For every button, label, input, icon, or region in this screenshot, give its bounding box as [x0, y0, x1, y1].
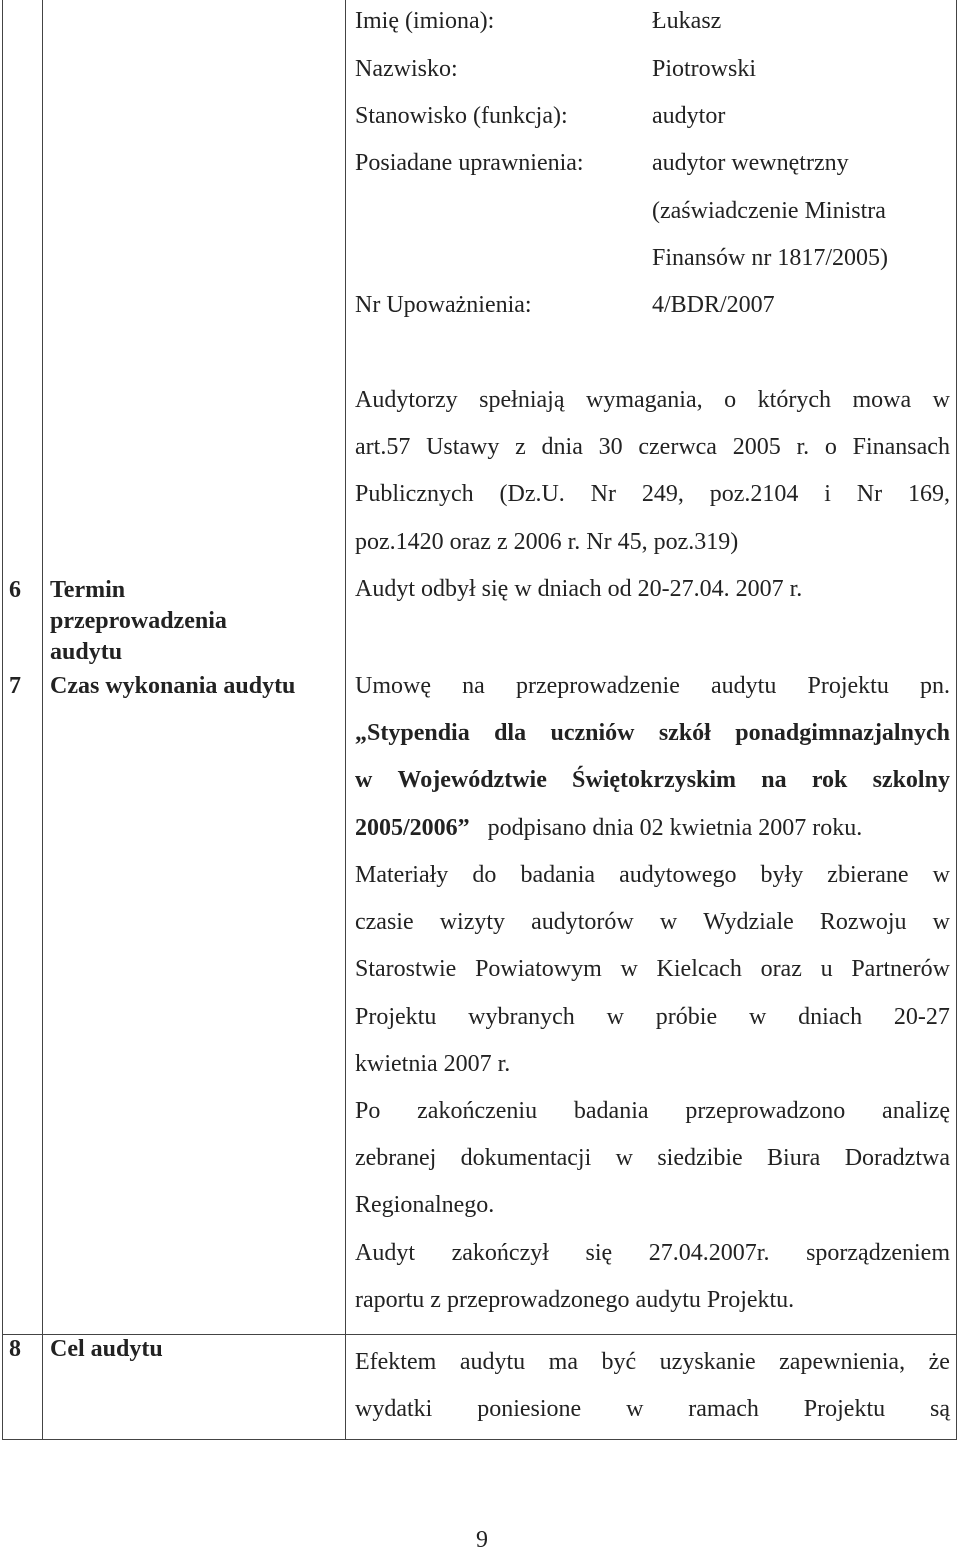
- row6-title-line: przeprowadzenia: [50, 608, 227, 634]
- column-divider-number: [42, 0, 43, 1440]
- column-divider-title: [345, 0, 346, 1440]
- contract-line: Umowę na przeprowadzenie audytu Projektu pn.: [355, 673, 950, 699]
- requirements-line: Audytorzy spełniają wymagania, o których mowa w: [355, 387, 950, 413]
- permissions-line: Finansów nr 1817/2005): [652, 245, 888, 271]
- row-number-6: 6: [9, 577, 21, 603]
- page-number: 9: [476, 1527, 488, 1553]
- audit-end-line: Audyt zakończył się 27.04.2007r. sporządzeniem: [355, 1240, 950, 1266]
- audit-dates: Audyt odbył się w dniach od 20-27.04. 2007 r.: [355, 576, 803, 602]
- row6-title-line: Termin: [50, 577, 126, 603]
- permissions-label: Posiadane uprawnienia:: [355, 150, 584, 176]
- project-name-line: w Województwie Świętokrzyskim na rok szkolny: [355, 767, 950, 793]
- row8-title: Cel audytu: [50, 1336, 163, 1362]
- row7-title: Czas wykonania audytu: [50, 673, 296, 699]
- analysis-line: zebranej dokumentacji w siedzibie Biura Doradztwa: [355, 1145, 950, 1171]
- permissions-line: (zaświadczenie Ministra: [652, 198, 886, 224]
- audit-goal-line: wydatki poniesione w ramach Projektu są: [355, 1396, 950, 1422]
- row-divider-8: [2, 1334, 957, 1335]
- permissions-line: audytor wewnętrzny: [652, 150, 849, 176]
- audit-end-line: raportu z przeprowadzonego audytu Projektu.: [355, 1287, 795, 1313]
- requirements-line: poz.1420 oraz z 2006 r. Nr 45, poz.319): [355, 529, 739, 555]
- contract-signed-line: 2005/2006” podpisano dnia 02 kwietnia 2007 roku.: [355, 815, 863, 841]
- project-name-line: „Stypendia dla uczniów szkół ponadgimnazjalnych: [355, 720, 950, 746]
- materials-line: czasie wizyty audytorów w Wydziale Rozwoju w: [355, 909, 950, 935]
- audit-goal-line: Efektem audytu ma być uzyskanie zapewnienia, że: [355, 1349, 950, 1375]
- position-label: Stanowisko (funkcja):: [355, 103, 568, 129]
- materials-line: Materiały do badania audytowego były zbierane w: [355, 862, 950, 888]
- authorization-value: 4/BDR/2007: [652, 292, 775, 318]
- row-number-8: 8: [9, 1336, 21, 1362]
- materials-line: kwietnia 2007 r.: [355, 1051, 511, 1077]
- analysis-line: Po zakończeniu badania przeprowadzono analizę: [355, 1098, 950, 1124]
- row-number-7: 7: [9, 673, 21, 699]
- last-name-value: Piotrowski: [652, 56, 757, 82]
- first-name-label: Imię (imiona):: [355, 8, 495, 34]
- first-name-value: Łukasz: [652, 8, 722, 34]
- authorization-label: Nr Upoważnienia:: [355, 292, 532, 318]
- row6-title-line: audytu: [50, 639, 123, 665]
- last-name-label: Nazwisko:: [355, 56, 458, 82]
- position-value: audytor: [652, 103, 726, 129]
- materials-line: Projektu wybranych w próbie w dniach 20-27: [355, 1004, 950, 1030]
- requirements-line: Publicznych (Dz.U. Nr 249, poz.2104 i Nr 169,: [355, 481, 950, 507]
- materials-line: Starostwie Powiatowym w Kielcach oraz u Partnerów: [355, 956, 950, 982]
- analysis-line: Regionalnego.: [355, 1192, 495, 1218]
- requirements-line: art.57 Ustawy z dnia 30 czerwca 2005 r. o Finansach: [355, 434, 950, 460]
